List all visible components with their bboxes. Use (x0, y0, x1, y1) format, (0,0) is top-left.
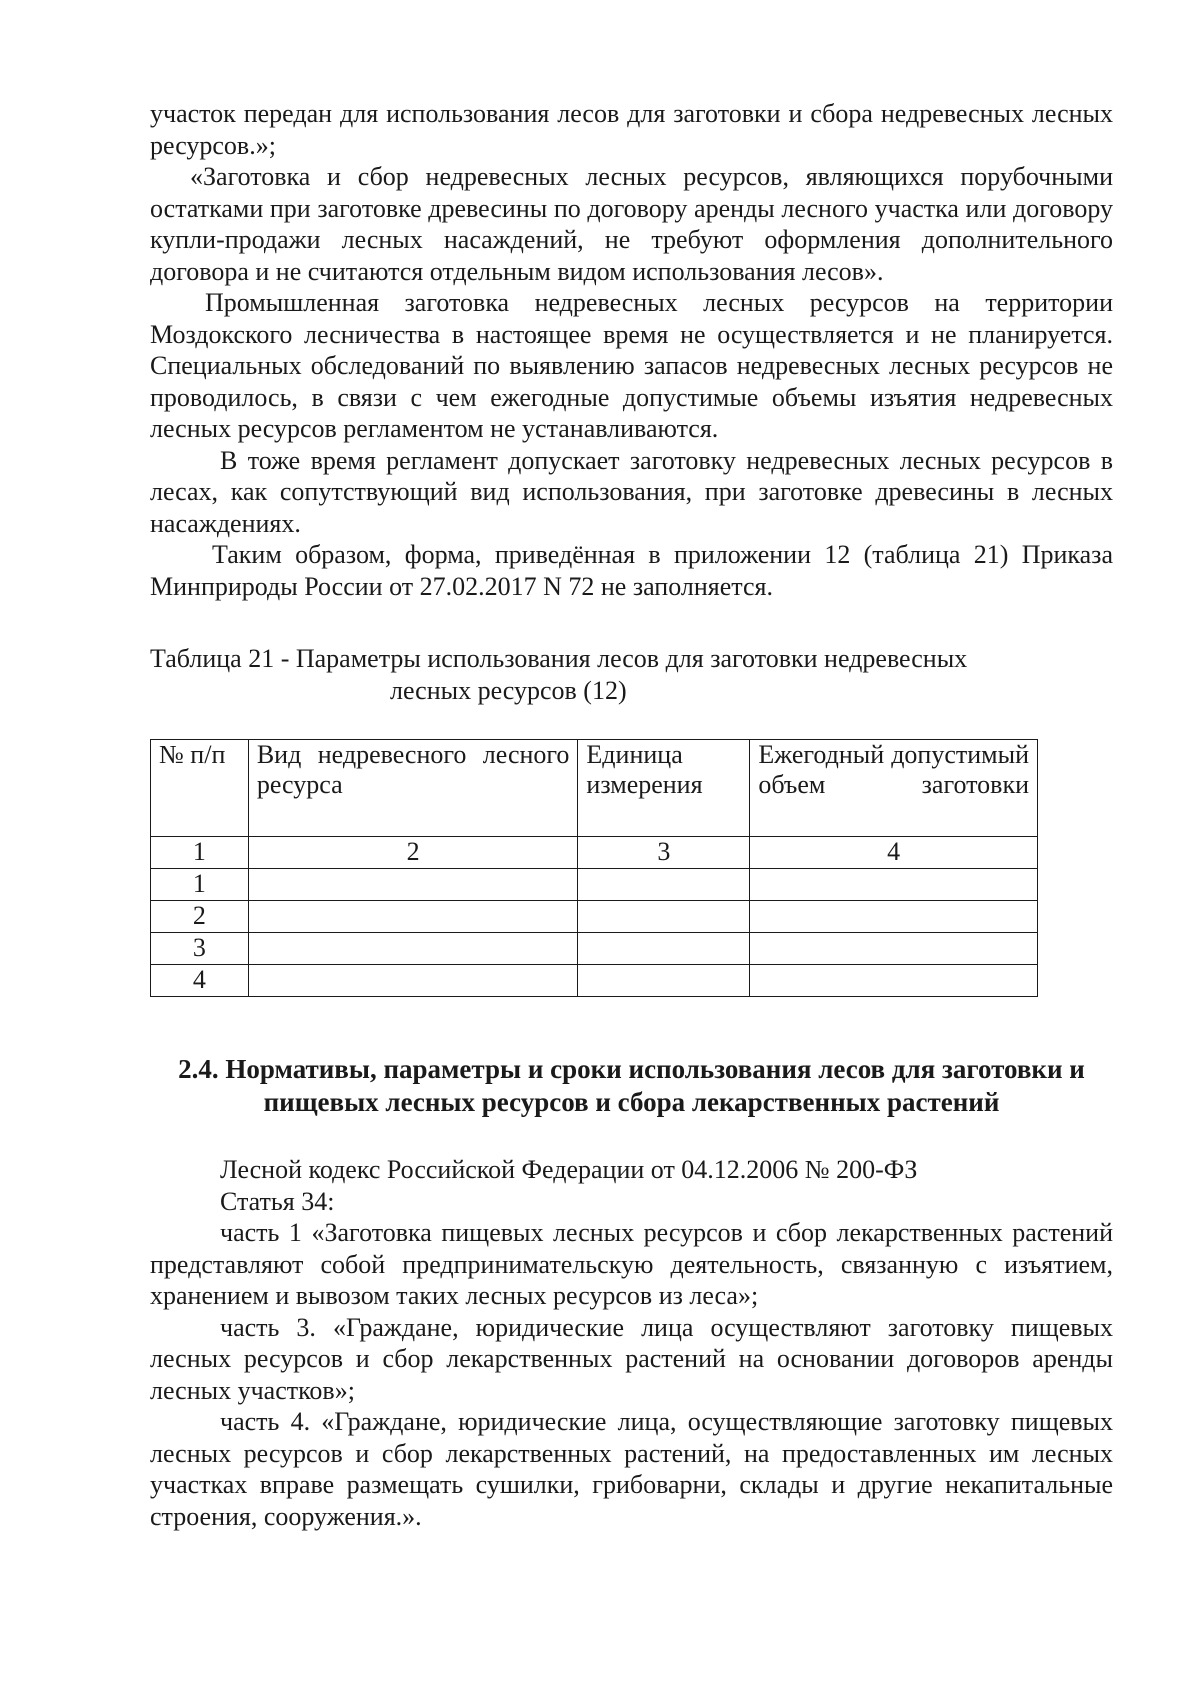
intro-paragraph-1: участок передан для использования лесов для заготовки и сбора недревесных лесных ресурсов.»; (150, 99, 1113, 160)
table-caption-line-1: Таблица 21 - Параметры использования лесов для заготовки недревесных (150, 644, 968, 673)
column-number-cell: 1 (151, 837, 249, 869)
table-row (151, 933, 1038, 965)
table-cell (578, 965, 750, 997)
table-cell (750, 933, 1038, 965)
table-cell (248, 965, 578, 997)
table-row (151, 965, 1038, 997)
table-cell: 3 (151, 933, 249, 965)
header-cell-number: № п/п (151, 740, 249, 837)
column-number-cell: 2 (248, 837, 578, 869)
table-cell (578, 933, 750, 965)
section-number: 2.4 (178, 1054, 212, 1084)
table-cell (750, 901, 1038, 933)
law-code-reference: Лесной кодекс Российской Федерации от 04.12.2006 № 200-ФЗ (220, 1155, 918, 1184)
table-header-row (151, 740, 1038, 837)
intro-paragraph-4: В тоже время регламент допускает заготовку недревесных лесных ресурсов в лесах, как сопутствующий вид использования, при заготовке древесины в лесных насаждениях. (150, 445, 1113, 538)
intro-paragraph-2: «Заготовка и сбор недревесных лесных ресурсов, являющихся порубочными остатками при заготовке древесины по договору аренды лесного участка или договору купли-продажи лесных насаждений, не требуют оформления дополнительного договора и не считаются отдельным видом использования лесов». (150, 162, 1113, 286)
document-page (150, 98, 1113, 1532)
law-part-1: часть 1 «Заготовка пищевых лесных ресурсов и сбор лекарственных растений представляют собой предпринимательскую деятельность, связанную с изъятием, хранением и вывозом таких лесных ресурсов из леса»; (150, 1218, 1113, 1310)
law-part-4: часть 4. «Граждане, юридические лица, осуществляющие заготовку пищевых лесных ресурсов и сбор лекарственных растений, на предоставленных им лесных участках вправе размещать сушилки, грибоварни, склады и другие некапитальные строения, сооружения.». (150, 1407, 1113, 1531)
header-cell-unit: Единица измерения (578, 740, 750, 837)
section-title-text: . Нормативы, параметры и сроки использования лесов для заготовки и пищевых лесных ресурсов и сбора лекарственных растений (211, 1054, 1085, 1117)
law-article-reference: Статья 34: (220, 1186, 335, 1216)
column-number-cell: 4 (750, 837, 1038, 869)
table-cell (750, 965, 1038, 997)
table-cell (248, 901, 578, 933)
parameters-table (150, 739, 1038, 997)
table-row (151, 869, 1038, 901)
section-heading (150, 1053, 1113, 1119)
column-number-row (151, 837, 1038, 869)
table-cell (248, 869, 578, 901)
table-row (151, 901, 1038, 933)
table-cell: 1 (151, 869, 249, 901)
column-number-cell: 3 (578, 837, 750, 869)
table-cell (578, 901, 750, 933)
table-cell: 4 (151, 965, 249, 997)
table-cell (750, 869, 1038, 901)
table-cell (248, 933, 578, 965)
law-part-3: часть 3. «Граждане, юридические лица осуществляют заготовку пищевых лесных ресурсов и сбор лекарственных растений на основании договоров аренды лесных участков»; (150, 1312, 1113, 1405)
table-cell (578, 869, 750, 901)
law-citation-block (150, 1154, 1113, 1532)
table-caption-line-2: лесных ресурсов (12) (390, 675, 627, 705)
intro-paragraph-3: Промышленная заготовка недревесных лесных ресурсов на территории Моздокского лесничества в настоящее время не осуществляется и не планируется. Специальных обследований по выявлению запасов недревесных лесных ресурсов не проводилось, в связи с чем ежегодные допустимые объемы изъятия недревесных лесных ресурсов регламентом не устанавливаются. (150, 288, 1113, 443)
header-cell-resource-type: Вид недревесного лесного ресурса (248, 740, 578, 837)
table-cell: 2 (151, 901, 249, 933)
header-cell-annual-volume: Ежегодный допустимый объем заготовки (750, 740, 1038, 837)
table-caption (150, 643, 1113, 706)
intro-paragraph-5: Таким образом, форма, приведённая в приложении 12 (таблица 21) Приказа Минприроды России от 27.02.2017 N 72 не заполняется. (150, 540, 1113, 601)
